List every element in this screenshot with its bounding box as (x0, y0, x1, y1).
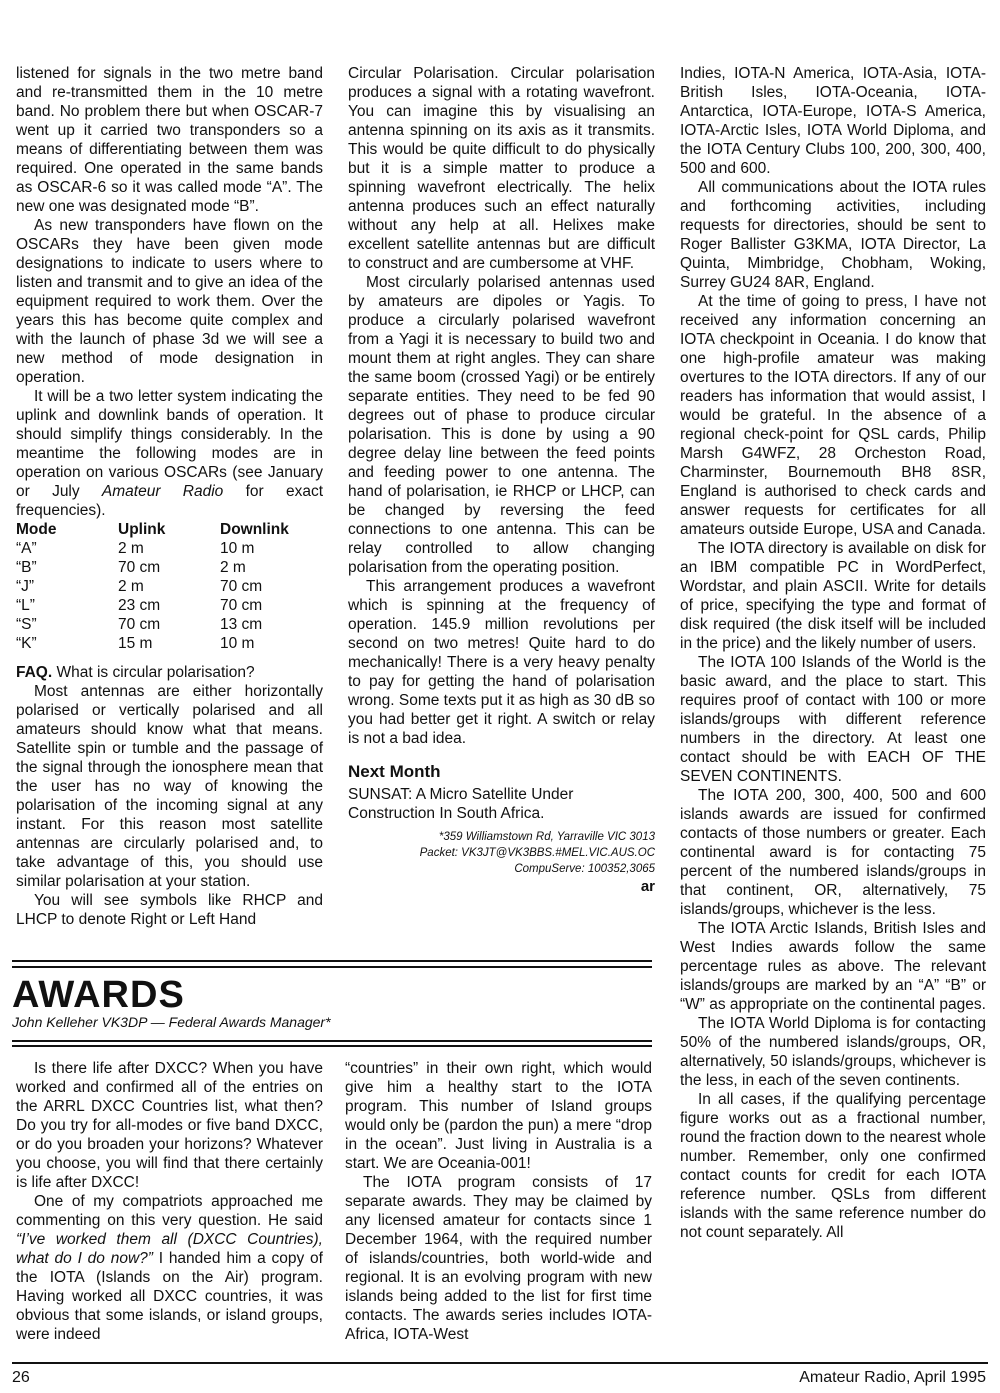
modes-table (16, 520, 320, 653)
column-3 (680, 64, 986, 1242)
paragraph: The IOTA Arctic Islands, British Isles and West Indies awards follow the same percentage rules as above. The relevant islands/groups are marked by an “A” “B” or “W” as appropriate on the continental pages. (680, 920, 986, 1013)
footer-rule (12, 1362, 988, 1364)
publication-footer: Amateur Radio, April 1995 (799, 1369, 986, 1386)
section-rule (12, 960, 652, 962)
paragraph: The IOTA 200, 300, 400, 500 and 600 islands awards are issued for confirmed contacts of those numbers or greater. Each continental award is for contacting 75 percent of the numbered islands/groups in that continent, OR, alternatively, 75 islands/groups, whichever is the less. (680, 787, 986, 918)
paragraph: listened for signals in the two metre band and re-transmitted them in the 10 metre band. No problem there but when OSCAR-7 went up it carried two transponders so a means of differentiating between them was required. One operated in the same bands as OSCAR-6 so it was called mode “A”. The new one was designated mode “B”. (16, 65, 323, 215)
table-cell: 10 m (220, 635, 255, 652)
paragraph: At the time of going to press, I have not received any information concerning an IOTA checkpoint in Oceania. I do know that one high-profile amateur was making overtures to the IOTA directors. If any of our readers has information that would assist, I would be grateful. In the absence of a regional check-point for QSL cards, Philip Marsh G4WFZ, 28 Orcheston Road, Charminster, Bournemouth BH8 8SR, England is authorised to check cards and answer requests for certificates for all amateurs outside Europe, USA and Canada. (680, 293, 986, 538)
table-row (16, 577, 320, 596)
paragraph: Most circularly polarised antennas used by amateurs are dipoles or Yagis. To produce a circularly polarised wavefront from a Yagi it is necessary to build two and mount them at right angles. They can share the same boom (crossed Yagi) or be entirely separate entities. They need to be fed 90 degrees out of phase to produce circular polarisation. This is done by using a 90 degree delay line between the feed points and feeding power to one antenna. The hand of polarisation, ie RHCP or LHCP, can be changed by reversing the feed connections to one antenna. This can be relay controlled to allow changing polarisation from the operating position. (348, 274, 655, 576)
section-byline: John Kelleher VK3DP — Federal Awards Manager* (12, 1014, 331, 1030)
table-cell: 70 cm (220, 578, 263, 595)
author-packet: Packet: VK3JT@VK3BBS.#MEL.VIC.AUS.OC (419, 847, 655, 859)
section-rule (12, 1040, 652, 1042)
table-cell: 2 m (118, 578, 144, 595)
paragraph: Most antennas are either horizontally polarised or vertically polarised and all amateurs should know what that means. Satellite spin or tumble and the passage of the signal through the ionosphere mean that the user has no way of knowing the polarisation of the incoming signal at any instant. For this reason most satellite antennas are circularly polarised and, to take advantage of this, you should use similar polarisation at your station. (16, 683, 323, 890)
section-rule (12, 1045, 652, 1047)
author-compuserve: CompuServe: 100352,3065 (514, 863, 655, 875)
paragraph: The IOTA World Diploma is for contacting 50% of the numbered islands/groups, OR, alternatively, 50 islands/groups, whichever is the less, in each of the seven continents. (680, 1015, 986, 1089)
table-cell: 10 m (220, 540, 255, 557)
paragraph: All communications about the IOTA rules and forthcoming activities, including requests for directories, should be sent to Roger Ballister G3KMA, IOTA Director, La Quinta, Mimbridge, Chobham, Woking, Surrey GU24 8AR, England. (680, 179, 986, 291)
table-cell: 13 cm (220, 616, 263, 633)
table-row (16, 558, 320, 577)
table-cell: “S” (16, 616, 37, 633)
paragraph: “countries” in their own right, which would give him a healthy start to the IOTA program. This number of Island groups would only be (pardon the pun) a mere “drop in the ocean”. Just living in Australia is a start. We are Oceania-001! (345, 1060, 652, 1172)
paragraph: This arrangement produces a wavefront which is spinning at the frequency of operation. 145.9 million revolutions per second on two metres! Quite hard to do mechanically! There is a very heavy penalty to pay for getting the hand of polarisation wrong. Some texts put it as high as 30 dB so you had better get it right. A switch or relay is not a bad idea. (348, 578, 655, 747)
page-number: 26 (12, 1369, 30, 1386)
table-cell: “A” (16, 540, 37, 557)
section-rule (12, 966, 652, 968)
table-cell: “B” (16, 559, 37, 576)
paragraph: The IOTA 100 Islands of the World is the basic award, and the place to start. This requires proof of contact with 100 or more islands/groups with different reference numbers in the directory. At least one contact should be with EACH OF THE SEVEN CONTINENTS. (680, 654, 986, 785)
paragraph: One of my compatriots approached me commenting on this very question. He said “I’ve worked them all (DXCC Countries), what do I do now?” I handed him a copy of the IOTA (Islands on the Air) program. Having worked all DXCC countries, it was obvious that some islands, or island groups, were indeed (16, 1193, 323, 1343)
paragraph: Is there life after DXCC? When you have worked and confirmed all of the entries on the ARRL DXCC Countries list, what then? Do you try for all-modes or five band DXCC, or do you broaden your horizons? Whatever you choose, you will find that there certainly is life after DXCC! (16, 1060, 323, 1191)
paragraph: In all cases, if the qualifying percentage figure works out as a fractional number, round the fraction down to the nearest whole number. Remember, only one confirmed contact counts for credit for each IOTA reference number. QSLs from different islands with the same reference number do not count separately. All (680, 1091, 986, 1241)
paragraph: As new transponders have flown on the OSCARs they have been given mode designations to indicate to users where to listen and transmit and to give an idea of the equipment required to work them. Over the years this has become quite complex and with the launch of phase 3d we will see a new method of mode designation in operation. (16, 217, 323, 386)
next-month-text: SUNSAT: A Micro Satellite Under Construction In South Africa. (348, 786, 574, 822)
table-cell: 23 cm (118, 597, 161, 614)
table-cell: 70 cm (220, 597, 263, 614)
table-cell: 70 cm (118, 559, 161, 576)
table-cell: 70 cm (118, 616, 161, 633)
column-2-bottom (345, 1059, 652, 1344)
paragraph: You will see symbols like RHCP and LHCP to denote Right or Left Hand (16, 892, 323, 928)
table-cell: “K” (16, 635, 37, 652)
column-2-top (348, 64, 655, 896)
column-1-bottom (16, 1059, 323, 1344)
table-row (16, 596, 320, 615)
paragraph: The IOTA directory is available on disk for an IBM compatible PC in WordPerfect, Wordstar, and plain ASCII. Write for details of price, specifying the type and format of disk required (the disk itself will be included in the price) and the likely number of users. (680, 540, 986, 652)
paragraph: Indies, IOTA-N America, IOTA-Asia, IOTA-British Isles, IOTA-Oceania, IOTA-Antarctica, IOTA-Europe, IOTA-S America, IOTA-Arctic Isles, IOTA World Diploma, and the IOTA Century Clubs 100, 200, 300, 400, 500 and 600. (680, 65, 986, 177)
table-row (16, 539, 320, 558)
author-address: *359 Williamstown Rd, Yarraville VIC 3013 (438, 831, 655, 843)
table-header: Downlink (220, 521, 289, 538)
next-month-heading: Next Month (348, 762, 441, 781)
table-header: Uplink (118, 521, 166, 538)
table-cell: 15 m (118, 635, 153, 652)
table-row (16, 615, 320, 634)
table-cell: “L” (16, 597, 35, 614)
table-header-row (16, 520, 320, 539)
table-row (16, 634, 320, 653)
table-cell: “J” (16, 578, 35, 595)
table-cell: 2 m (220, 559, 246, 576)
table-header: Mode (16, 521, 57, 538)
column-1-top (16, 64, 323, 929)
paragraph: Circular Polarisation. Circular polarisation produces a signal with a rotating wavefront. You can imagine this by visualising an antenna spinning on its axis as it transmits. This would be quite difficult to do physically but it is a simple matter to produce a spinning wavefront electrically. The helix antenna produces such an effect naturally without any help at all. Helixes make excellent satellite antennas but are difficult to construct and are cumbersome at VHF. (348, 65, 655, 272)
end-mark: ar (640, 878, 655, 895)
paragraph: The IOTA program consists of 17 separate awards. They may be claimed by any licensed amateur for contacts since 1 December 1964, with the required number of islands/countries, both world-wide and regional. It is an evolving program with new islands being added to the list for first time contacts. The awards series includes IOTA-Africa, IOTA-West (345, 1174, 652, 1343)
section-title: AWARDS (12, 974, 185, 1016)
faq-question: FAQ. What is circular polarisation? (16, 664, 255, 681)
paragraph: It will be a two letter system indicating the uplink and downlink bands of operation. It should simplify things considerably. In the meantime the following modes are in operation on various OSCARs (see January or July Amateur Radio for exact frequencies). (16, 388, 324, 519)
table-cell: 2 m (118, 540, 144, 557)
